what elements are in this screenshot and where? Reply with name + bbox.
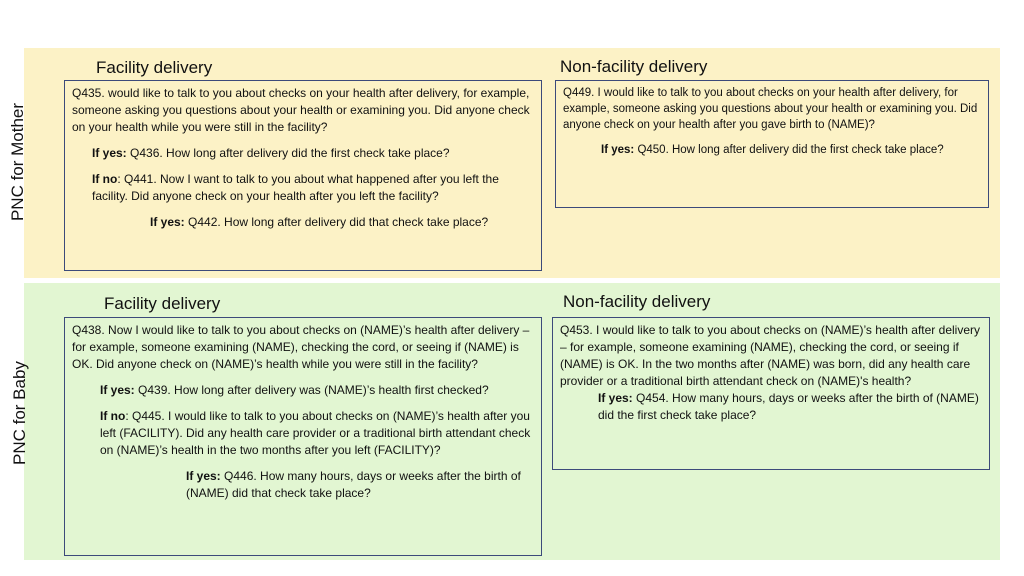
heading-baby-facility: Facility delivery bbox=[104, 294, 221, 313]
if-yes-label: If yes: bbox=[92, 146, 127, 160]
side-label-baby: PNC for Baby bbox=[10, 361, 29, 465]
q454-text: Q454. How many hours, days or weeks after the birth of (NAME) did the first check take place? bbox=[598, 391, 979, 422]
q436-line bbox=[72, 145, 534, 162]
q450-line bbox=[563, 142, 981, 158]
baby-facility-box bbox=[64, 317, 542, 556]
if-yes-label: If yes: bbox=[150, 215, 185, 229]
q442-text: Q442. How long after delivery did that check take place? bbox=[184, 215, 489, 229]
side-label-mother: PNC for Mother bbox=[8, 102, 27, 222]
if-no-label: If no bbox=[92, 172, 118, 186]
q446-text: Q446. How many hours, days or weeks after the birth of (NAME) did that check take place? bbox=[186, 469, 521, 500]
if-yes-label: If yes: bbox=[186, 469, 221, 483]
q441-text: : Q441. Now I want to talk to you about what happened after you left the facility. Did anyone check on your health after you left the facility? bbox=[92, 172, 499, 203]
q445-text: : Q445. I would like to talk to you about checks on (NAME)’s health after you left (FACILITY). Did any health care provider or a traditional birth attendant check on (NAME)’s health in the two months after you left (FACILITY)? bbox=[100, 409, 531, 457]
q439-line bbox=[72, 382, 534, 399]
q454-line bbox=[560, 390, 982, 424]
q453-text: Q453. I would like to talk to you about checks on (NAME)’s health after delivery – for example, someone examining (NAME), checking the cord, or seeing if (NAME) is OK. In the two months after (NAME) was born, did any health care provider or a traditional birth attendant check on (NAME)'s health? bbox=[560, 323, 980, 388]
if-no-label: If no bbox=[100, 409, 126, 423]
mother-facility-box bbox=[64, 80, 542, 271]
q446-line bbox=[72, 468, 534, 502]
q441-line bbox=[72, 171, 534, 205]
q435-text: Q435. would like to talk to you about checks on your health after delivery, for example, someone asking you questions about your health or examining you. Did anyone check on your health while you were still in the facility? bbox=[72, 86, 530, 134]
heading-mother-facility: Facility delivery bbox=[96, 58, 213, 77]
if-yes-label: If yes: bbox=[598, 391, 633, 405]
q438-text: Q438. Now I would like to talk to you about checks on (NAME)’s health after delivery – for example, someone examining (NAME), checking the cord, or seeing if (NAME) is OK. Did anyone check on (NAME)’s health while you were still in the facility? bbox=[72, 323, 530, 371]
q450-text: Q450. How long after delivery did the first check take place? bbox=[634, 144, 944, 156]
heading-mother-nonfacility: Non-facility delivery bbox=[560, 57, 708, 76]
if-yes-label: If yes: bbox=[601, 144, 635, 156]
q439-text: Q439. How long after delivery was (NAME)’s health first checked? bbox=[134, 383, 489, 397]
q449-text: Q449. I would like to talk to you about checks on your health after delivery, for example, someone asking you questions about your health or examining you. Did anyone check on your health after you gave birth to (NAME)? bbox=[563, 87, 978, 131]
mother-nonfacility-box bbox=[555, 80, 989, 208]
heading-baby-nonfacility: Non-facility delivery bbox=[563, 292, 711, 311]
baby-nonfacility-box bbox=[552, 317, 990, 470]
q442-line bbox=[72, 214, 534, 231]
if-yes-label: If yes: bbox=[100, 383, 135, 397]
q445-line bbox=[72, 408, 534, 459]
q436-text: Q436. How long after delivery did the first check take place? bbox=[126, 146, 450, 160]
